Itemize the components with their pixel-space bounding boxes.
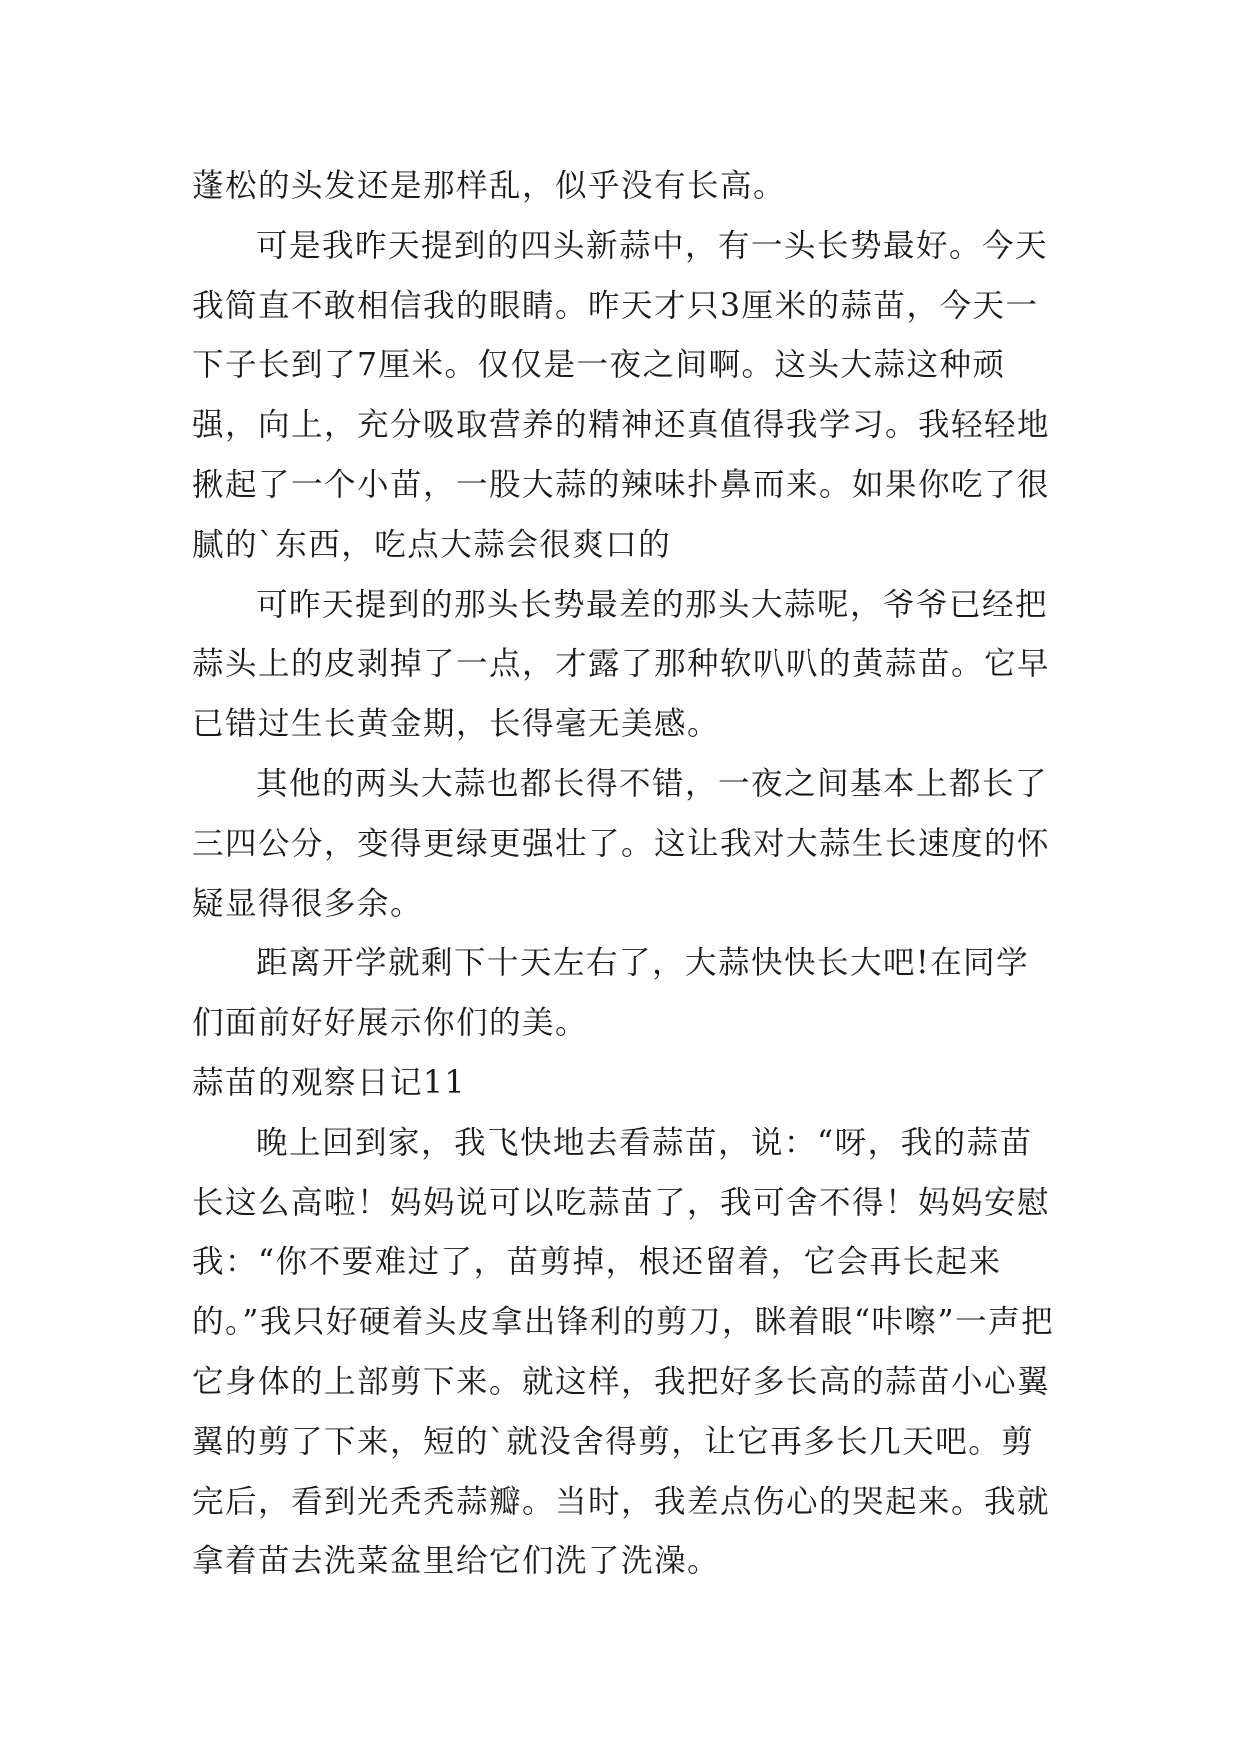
paragraph-garlic-growth: 可是我昨天提到的四头新蒜中，有一头长势最好。今天我简直不敢相信我的眼睛。昨天才只3厘米的蒜苗，今天一下子长到了7厘米。仅仅是一夜之间啊。这头大蒜这种顽强，向上，充分吸取营养的精神还真值得我学习。我轻轻地揪起了一个小苗，一股大蒜的辣味扑鼻而来。如果你吃了很腻的`东西，吃点大蒜会很爽口的 <box>192 227 1051 563</box>
paragraph-weak-garlic: 可昨天提到的那头长势最差的那头大蒜呢，爷爷已经把蒜头上的皮剥掉了一点，才露了那种软叭叭的黄蒜苗。它早已错过生长黄金期，长得毫无美感。 <box>192 586 1051 743</box>
paragraph-continued: 蓬松的头发还是那样乱，似乎没有长高。 <box>192 168 787 204</box>
section-heading: 蒜苗的观察日记11 <box>192 1064 467 1101</box>
paragraph-cutting-sprouts: 晚上回到家，我飞快地去看蒜苗，说：“呀，我的蒜苗长这么高啦！妈妈说可以吃蒜苗了，我可舍不得！妈妈安慰我：“你不要难过了，苗剪掉，根还留着，它会再长起来的。”我只好硬着头皮拿出锋利的剪刀，眯着眼“咔嚓”一声把它身体的上部剪下来。就这样，我把好多长高的蒜苗小心翼翼的剪了下来，短的`就没舍得剪，让它再多长几天吧。剪完后，看到光秃秃蒜瓣。当时，我差点伤心的哭起来。我就拿着苗去洗菜盆里给它们洗了洗澡。 <box>192 1124 1055 1580</box>
paragraph-school-start: 距离开学就剩下十天左右了，大蒜快快长大吧!在同学们面前好好展示你们的美。 <box>192 945 1030 1042</box>
document-body <box>192 157 1062 1592</box>
paragraph-other-garlic: 其他的两头大蒜也都长得不错，一夜之间基本上都长了三四公分，变得更绿更强壮了。这让我对大蒜生长速度的怀疑显得很多余。 <box>192 765 1051 922</box>
